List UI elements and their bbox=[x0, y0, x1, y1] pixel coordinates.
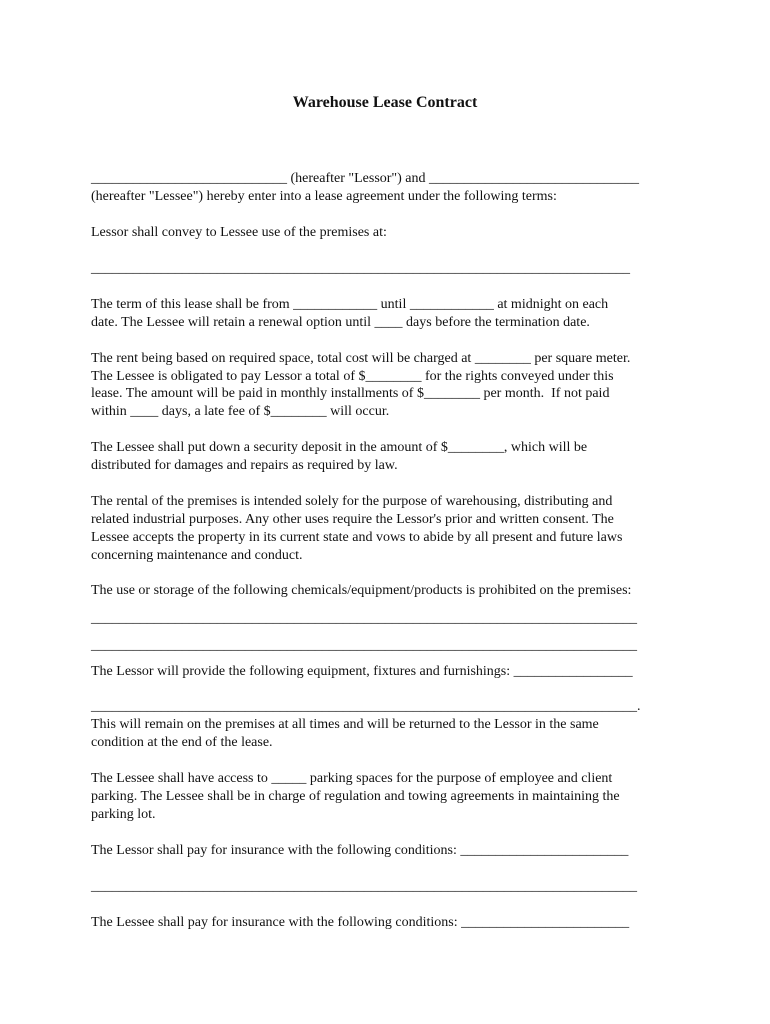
use-line-3: Lessee accepts the property in its current state and vows to abide by all present and future laws bbox=[91, 530, 623, 545]
rent-line-1: The rent being based on required space, total cost will be charged at ________ per square meter. bbox=[91, 351, 631, 366]
deposit-line-2: distributed for damages and repairs as required by law. bbox=[91, 458, 398, 473]
equipment-line-2: condition at the end of the lease. bbox=[91, 735, 273, 750]
premises-intro: Lessor shall convey to Lessee use of the premises at: bbox=[91, 225, 387, 240]
parties-line: ____________________________ (hereafter "Lessor") and ______________________________ bbox=[91, 171, 640, 186]
term-line-1: The term of this lease shall be from ____________ until ____________ at midnight on each bbox=[91, 297, 609, 312]
equipment-intro: The Lessor will provide the following equipment, fixtures and furnishings: _________________ bbox=[91, 664, 633, 679]
lessor-insurance-line: The Lessor shall pay for insurance with the following conditions: ________________________ bbox=[91, 843, 629, 858]
term-line-2: date. The Lessee will retain a renewal option until ____ days before the termination date. bbox=[91, 315, 590, 330]
prohibited-intro: The use or storage of the following chemicals/equipment/products is prohibited on the premises: bbox=[91, 583, 632, 598]
rent-line-4: within ____ days, a late fee of $________ will occur. bbox=[91, 404, 390, 419]
deposit-line-1: The Lessee shall put down a security deposit in the amount of $________, which will be bbox=[91, 440, 588, 455]
parking-line-2: parking. The Lessee shall be in charge of regulation and towing agreements in maintaining the bbox=[91, 789, 620, 804]
rent-line-2: The Lessee is obligated to pay Lessor a total of $________ for the rights conveyed under this bbox=[91, 369, 614, 384]
use-line-4: concerning maintenance and conduct. bbox=[91, 548, 303, 563]
use-line-1: The rental of the premises is intended solely for the purpose of warehousing, distributing and bbox=[91, 494, 613, 509]
equipment-line-1: This will remain on the premises at all times and will be returned to the Lessor in the same bbox=[91, 717, 599, 732]
rent-line-3: lease. The amount will be paid in monthly installments of $________ per month. If not paid bbox=[91, 386, 610, 401]
use-line-2: related industrial purposes. Any other uses require the Lessor's prior and written consent. The bbox=[91, 512, 614, 527]
prohibited-blank-1: ______________________________________________________________________________ bbox=[91, 611, 637, 626]
equipment-blank: ______________________________________________________________________________. bbox=[91, 699, 641, 714]
lessee-insurance-line: The Lessee shall pay for insurance with the following conditions: ________________________ bbox=[91, 915, 630, 930]
lessor-insurance-blank: ______________________________________________________________________________ bbox=[91, 879, 637, 894]
parking-line-3: parking lot. bbox=[91, 807, 156, 822]
document-title: Warehouse Lease Contract bbox=[292, 94, 478, 111]
parties-line-2: (hereafter "Lessee") hereby enter into a lease agreement under the following terms: bbox=[91, 189, 557, 204]
parking-line-1: The Lessee shall have access to _____ parking spaces for the purpose of employee and client bbox=[91, 771, 613, 786]
premises-address-blank: _____________________________________________________________________________ bbox=[91, 261, 630, 276]
prohibited-blank-2: ______________________________________________________________________________ bbox=[91, 638, 637, 653]
